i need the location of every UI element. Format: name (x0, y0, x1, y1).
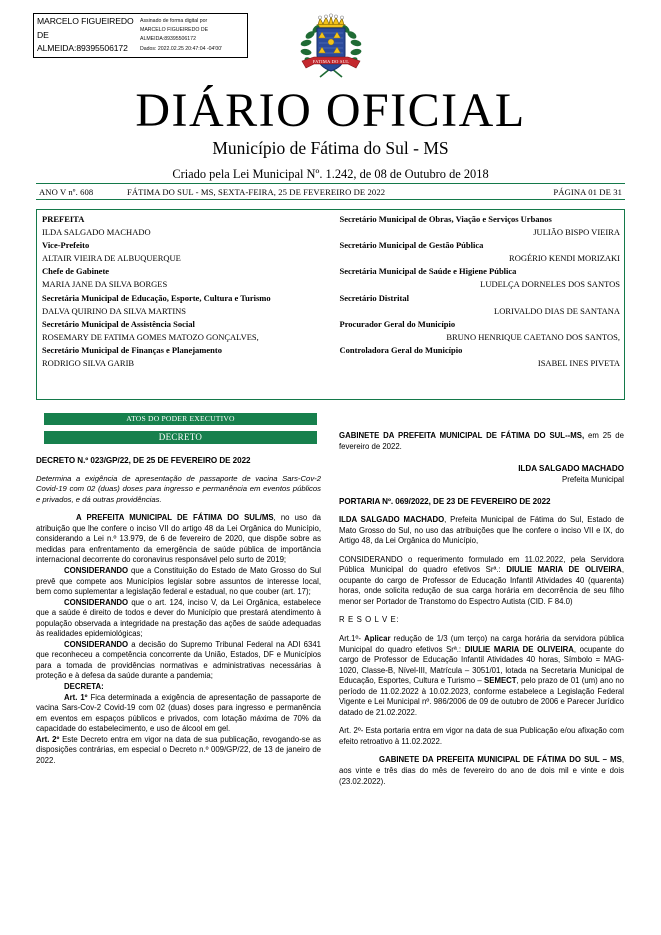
signature-meta-line-3: ALMEIDA:89395506172 (140, 36, 196, 43)
portaria-art1-c: , ocupante do cargo de Professor de Educação Infantil Atividades 40 horas, Símbolo = MAG-1020, Classe-B, Nível-III, Matrícula – 3051/01, lotada na Secretaria Municipal de Educação, Esportes, Cultura e Turismo – (339, 644, 624, 686)
considerando-label: CONSIDERANDO (64, 639, 129, 649)
official-name: ILDA SALGADO MACHADO (42, 227, 151, 238)
official-role: Vice-Prefeito (42, 240, 90, 251)
decreto-considerando-3 (36, 640, 321, 682)
portaria-art1-bold2: DIULIE MARIA DE OLIVEIRA (464, 644, 574, 654)
column-left (36, 455, 321, 766)
gabinete-rest-1: em 25 de fevereiro de 2022. (339, 431, 624, 451)
considerando-text: a decisão do Supremo Tribunal Federal na ADI 6341 que reconheceu a competência concorrente da União, Estados, DF e Municípios para a tomada de providências normativas e administrativas necessárias à proteção e à defesa da saúde durante a pandemia; (36, 639, 321, 681)
official-name: ISABEL INES PIVETA (537, 358, 620, 369)
signature-meta-line-2: MARCELO FIGUEIREDO DE (140, 27, 209, 34)
issue-city-date: FÁTIMA DO SUL - MS, SEXTA-FEIRA, 25 DE FEVEREIRO DE 2022 (127, 186, 386, 197)
considerando-label: CONSIDERANDO (64, 565, 129, 575)
artigo-2-label: Art. 2º (36, 734, 60, 744)
svg-text:FATIMA DO SUL: FATIMA DO SUL (312, 59, 350, 64)
official-role: Secretário Municipal de Obras, Viação e Serviços Urbanos (339, 214, 552, 224)
artigo-1-label: Art. 1º (64, 692, 88, 702)
officials-column-left (37, 210, 331, 399)
portaria-artigo-1 (339, 634, 624, 718)
portaria-art1-d: , pelo prazo de 01 (um) ano no período de 11.02.2022 à 10.02.2023, conforme estabelece a Legislação Federal Vigente e Lei Municipal nº. 986/2006 de 09 de outubro de 2006 e Parecer Jurídico datado de 21.02.2022. (339, 676, 625, 717)
officials-column-right (331, 210, 625, 399)
portaria-heading: PORTARIA Nº. 069/2022, DE 23 DE FEVEREIRO DE 2022 (339, 497, 551, 507)
portaria-art1-bold3: SEMECT (484, 676, 517, 686)
official-name: RODRIGO SILVA GARIB (42, 358, 135, 369)
official-role: Secretário Municipal de Assistência Social (42, 318, 195, 329)
official-role: PREFEITA (42, 214, 85, 224)
decreto-artigo-1 (36, 693, 321, 735)
artigo-2-text: Este Decreto entra em vigor na data de sua publicação, revogando-se as disposições contrárias, em especial o Decreto n.º 009/GP/22, de 13 de janeiro de 2022. (36, 734, 322, 765)
considerando-text: que o art. 124, inciso V, da Lei Orgânica, estabelece que a saúde é direito de todos e dever do Município que prestará atendimento à população observada a integridade na prestação das ações de saúde adequadas às realidades epidemiológicas; (36, 597, 321, 639)
official-role: Controladora Geral do Município (339, 344, 463, 355)
official-role: Secretário Municipal de Gestão Pública (339, 240, 484, 251)
artigo-1-text: Fica determinada a exigência de apresentação de passaporte de vacina Sars-Cov-2 Covid-19 com 02 (duas) doses para ingresso e permanência em eventos em espaços públicos e privados, com lotação máxima de 70% da capacidade do estabelecimento, e uso de álcool em gel. (36, 692, 321, 734)
official-name: DALVA QUIRINO DA SILVA MARTINS (42, 305, 187, 316)
signature-meta-line-1: Assinado de forma digital por (140, 18, 208, 24)
official-role: Procurador Geral do Município (339, 318, 456, 329)
column-right (339, 431, 624, 787)
portaria-intro (339, 515, 624, 547)
signer-role: Prefeita Municipal (562, 475, 624, 485)
decreto-considerando-1 (36, 566, 321, 598)
official-name: LUDELÇA DORNELES DOS SANTOS (480, 279, 620, 290)
official-name: LORIVALDO DIAS DE SANTANA (494, 305, 620, 316)
official-name: JULIÃO BISPO VIEIRA (533, 227, 620, 238)
portaria-intro-bold: ILDA SALGADO MACHADO (339, 515, 445, 525)
signer-name: ILDA SALGADO MACHADO (518, 464, 624, 474)
official-role: Secretário Distrital (339, 292, 409, 303)
officials-box (36, 209, 625, 400)
decreto-artigo-2 (36, 735, 321, 767)
decreto-preamble-rest: , no uso da atribuição que lhe confere o inciso VII do artigo 48 da Lei Orgânica do Município, considerando a Lei n.º 13.979, de 6 de fevereiro de 2020, que dispõe sobre as medidas para enfrentamento da emergência de saúde pública de importância internacional decorrente do coronavirus responsável pelo surto de 2019; (36, 513, 321, 565)
masthead-subtitle: Município de Fátima do Sul - MS (212, 138, 449, 158)
issue-page-number: PÁGINA 01 DE 31 (553, 186, 622, 197)
issue-info-bar (36, 183, 625, 200)
gabinete-block-1 (339, 431, 624, 452)
official-name: MARIA JANE DA SILVA BORGES (42, 279, 168, 290)
digital-signature-box (33, 13, 248, 58)
official-name: ALTAIR VIEIRA DE ALBUQUERQUE (42, 253, 181, 264)
portaria-art1-a: Art.1º- (339, 634, 365, 644)
issue-year-number: ANO V nº. 608 (39, 186, 94, 197)
considerando-text: que a Constituição do Estado de Mato Grosso do Sul prevê que compete aos Municípios legislar sobre assuntos de interesse local, bem como suplementar a legislação federal e estadual, no que couber (art. 17); (36, 565, 321, 597)
decreto-heading: DECRETO N.º 023/GP/22, DE 25 DE FEVEREIRO DE 2022 (36, 456, 251, 465)
official-role: Secretária Municipal de Educação, Esporte, Cultura e Turismo (42, 292, 271, 303)
section-banner-atos: ATOS DO PODER EXECUTIVO (44, 413, 317, 425)
gabinete-rest-2: , aos vinte e três dias do mês de fevereiro do ano de dois mil e vinte e dois (23.02.2022). (339, 755, 624, 786)
portaria-art1-bold1: Aplicar (364, 634, 391, 644)
masthead-law-line: Criado pela Lei Municipal Nº. 1.242, de 08 de Outubro de 2018 (172, 167, 489, 181)
decreto-considerando-2 (36, 598, 321, 640)
coat-of-arms-icon (296, 11, 366, 85)
masthead (0, 86, 661, 183)
portaria-considerando (339, 555, 624, 608)
portaria-considerando-b: , ocupante do cargo de Professor de Educação Infantil Atividades 40 (quarenta) horas, onde solicita redução de sua carga horária em decorrência de seu filho menor ser Portador de Transtomo do Espectro Autista (CID. F 84.0) (339, 565, 624, 606)
signature-signer-name: MARCELO FIGUEIREDO DE ALMEIDA:89395506172 (37, 16, 134, 54)
gabinete-bold-1: GABINETE DA PREFEITA MUNICIPAL DE FÁTIMA DO SUL--MS, (339, 431, 585, 440)
decreta-label: DECRETA: (64, 681, 104, 691)
considerando-label: CONSIDERANDO (64, 597, 129, 607)
official-role: Chefe de Gabinete (42, 266, 110, 277)
page-title: DIÁRIO OFICIAL (135, 84, 526, 137)
official-name: BRUNO HENRIQUE CAETANO DOS SANTOS, (446, 331, 620, 342)
resolve-label: R E S O L V E: (339, 615, 400, 625)
decreto-preamble (36, 513, 321, 566)
portaria-artigo-2: Art. 2º- Esta portaria entra em vigor na data de sua Publicação e/ou afixação com efeito retroativo à 11.02.2022. (339, 726, 624, 746)
portaria-considerando-bold: DIULIE MARIA DE OLIVEIRA (506, 565, 622, 575)
portaria-considerando-a: CONSIDERANDO o requerimento formulado em 11.02.2022, pela Servidora Pública Municipal do quadro efetivos Srª.: (339, 554, 624, 575)
section-banner-decreto: DECRETO (44, 431, 317, 444)
official-role: Secretário Municipal de Finanças e Planejamento (42, 344, 222, 355)
decreto-preamble-bold: A PREFEITA MUNICIPAL DE FÁTIMA DO SUL/MS (76, 513, 274, 523)
signature-metadata (137, 14, 247, 57)
official-name: ROSEMARY DE FATIMA GOMES MATOZO GONÇALVES, (42, 331, 259, 342)
official-name: ROGÉRIO KENDI MORIZAKI (509, 253, 620, 264)
gabinete-bold-2: GABINETE DA PREFEITA MUNICIPAL DE FÁTIMA DO SUL – MS (379, 755, 622, 765)
portaria-art1-b: redução de 1/3 (um terço) na carga horária da servidora pública Municipal do quadro efetivos Srª.: (339, 634, 624, 654)
official-role: Secretária Municipal de Saúde e Higiene Pública (339, 266, 517, 277)
portaria-intro-rest: , Prefeita Municipal de Fátima do Sul, Estado de Mato Grosso do Sul, no uso das atribuições que lhe confere o inciso VII e IX, do Artigo 48, da Lei Orgânica do Município, (339, 515, 624, 546)
gabinete-block-2 (339, 755, 624, 787)
signature-meta-line-4: Dados: 2022.02.25 20:47:04 -04'00' (140, 45, 223, 52)
decreto-ementa: Determina a exigência de apresentação de passaporte de vacina Sars-Cov-2 Covid-19 com 02 (duas) doses para ingresso e permanência em eventos públicos e privados, e dá outras providências. (36, 474, 321, 504)
